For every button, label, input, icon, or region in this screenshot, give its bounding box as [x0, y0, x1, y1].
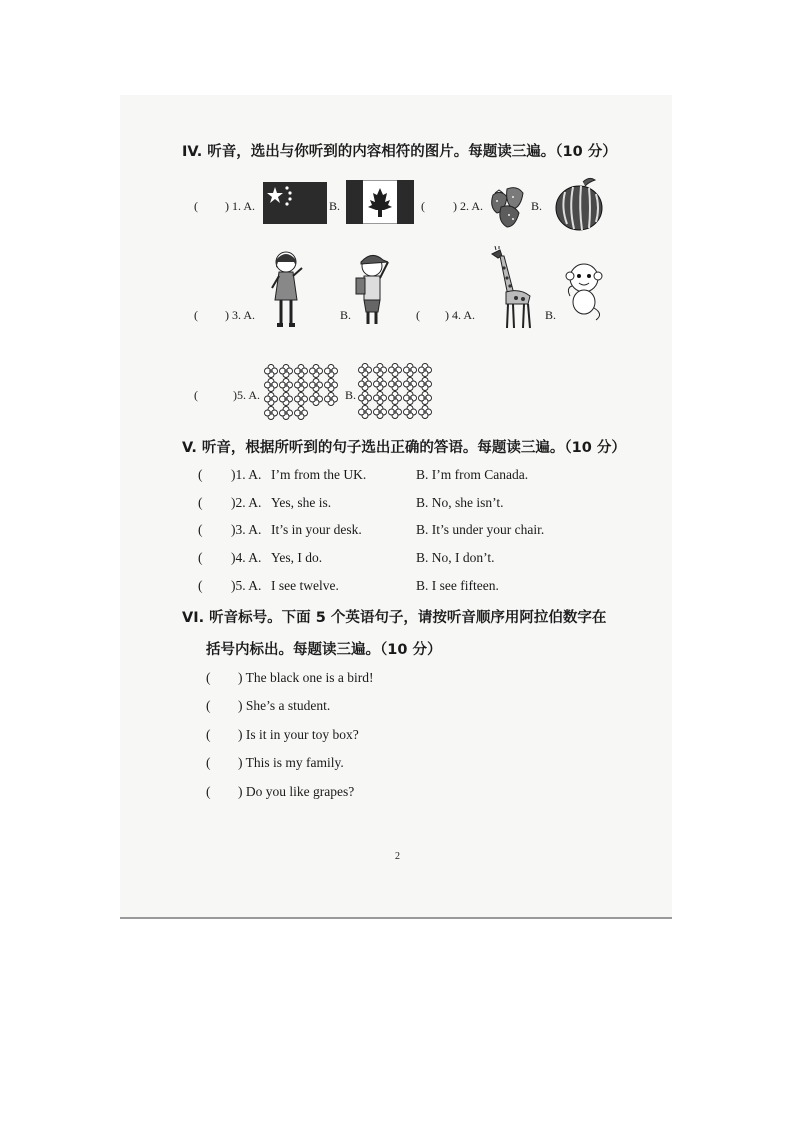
q6-4-paren: ( — [206, 755, 211, 770]
flower-icon — [294, 363, 308, 377]
flower-icon — [418, 390, 432, 404]
flower-icon — [264, 405, 278, 419]
flower-icon — [358, 362, 372, 376]
flower-icon — [279, 377, 293, 391]
section-6-title-line1: VI. 听音标号。下面 5 个英语句子，请按听音顺序用阿拉伯数字在 — [182, 610, 607, 626]
china-flag-icon — [263, 182, 327, 224]
monkey-icon — [564, 262, 604, 322]
q6-2-text: ) She’s a student. — [238, 698, 331, 713]
flower-icon — [324, 363, 338, 377]
canada-flag-icon — [346, 180, 414, 224]
strawberry-icon — [487, 185, 531, 229]
q5-1-paren: ( — [198, 467, 203, 482]
flower-icon — [418, 404, 432, 418]
flower-icon — [373, 390, 387, 404]
flower-icon — [403, 404, 417, 418]
flower-icon — [309, 363, 323, 377]
q5-4-number: )4. A. — [231, 550, 262, 565]
flower-icon — [279, 391, 293, 405]
q6-1-text: ) The black one is a bird! — [238, 670, 374, 685]
q4-1-paren: ( — [194, 199, 198, 213]
q4-4-paren: ( — [416, 308, 420, 322]
section-6-title-line2: 括号内标出。每题读三遍。（10 分） — [206, 642, 442, 658]
flower-icon — [324, 391, 338, 405]
flower-icon — [388, 404, 402, 418]
q5-2-option-b: B. No, she isn’t. — [416, 495, 504, 510]
q5-2-paren: ( — [198, 495, 203, 510]
flower-icon — [403, 362, 417, 376]
flower-icon — [324, 377, 338, 391]
q5-5-option-b: B. I see fifteen. — [416, 578, 499, 593]
flower-icon — [418, 376, 432, 390]
q5-2-number: )2. A. — [231, 495, 262, 510]
q5-3-option-a: It’s in your desk. — [271, 522, 362, 537]
q4-4-b-label: B. — [545, 308, 557, 322]
q5-4-paren: ( — [198, 550, 203, 565]
flower-icon — [403, 390, 417, 404]
q4-1-b-label: B. — [329, 199, 341, 213]
q4-5-number: )5. A. — [233, 388, 260, 402]
q4-5-paren: ( — [194, 388, 198, 402]
paper-edge — [120, 917, 672, 919]
flower-icon — [309, 391, 323, 405]
q6-4-text: ) This is my family. — [238, 755, 344, 770]
flower-icon — [388, 390, 402, 404]
flower-icon — [418, 362, 432, 376]
q5-5-option-a: I see twelve. — [271, 578, 339, 593]
q5-1-number: )1. A. — [231, 467, 262, 482]
giraffe-icon — [488, 246, 536, 330]
q5-3-paren: ( — [198, 522, 203, 537]
flowers-icon — [358, 362, 438, 416]
q6-3-text: ) Is it in your toy box? — [238, 727, 359, 742]
watermelon-icon — [553, 176, 605, 232]
q4-2-b-label: B. — [531, 199, 543, 213]
q4-3-number: ) 3. A. — [225, 308, 255, 322]
flower-icon — [403, 376, 417, 390]
flower-icon — [309, 377, 323, 391]
flower-icon — [388, 376, 402, 390]
flower-icon — [373, 376, 387, 390]
flower-icon — [264, 391, 278, 405]
flower-icon — [279, 405, 293, 419]
q4-2-paren: ( — [421, 199, 425, 213]
q5-5-paren: ( — [198, 578, 203, 593]
flower-icon — [264, 363, 278, 377]
q5-4-option-b: B. No, I don’t. — [416, 550, 495, 565]
flower-icon — [373, 404, 387, 418]
flower-icon — [294, 405, 308, 419]
q5-3-option-b: B. It’s under your chair. — [416, 522, 545, 537]
flowers-icon — [264, 363, 342, 417]
q4-2-number: ) 2. A. — [453, 199, 483, 213]
q4-3-b-label: B. — [340, 308, 352, 322]
flower-icon — [294, 377, 308, 391]
q6-3-paren: ( — [206, 727, 211, 742]
flower-icon — [358, 376, 372, 390]
q5-4-option-a: Yes, I do. — [271, 550, 323, 565]
q5-2-option-a: Yes, she is. — [271, 495, 332, 510]
girl-icon — [266, 248, 310, 330]
section-5-title: V. 听音，根据所听到的句子选出正确的答语。每题读三遍。（10 分） — [182, 440, 626, 456]
flower-icon — [388, 362, 402, 376]
q5-1-option-b: B. I’m from Canada. — [416, 467, 529, 482]
q5-3-number: )3. A. — [231, 522, 262, 537]
q5-1-option-a: I’m from the UK. — [271, 467, 367, 482]
q6-1-paren: ( — [206, 670, 211, 685]
q4-4-number: ) 4. A. — [445, 308, 475, 322]
q6-2-paren: ( — [206, 698, 211, 713]
q5-5-number: )5. A. — [231, 578, 262, 593]
boy-icon — [352, 248, 396, 330]
flower-icon — [358, 404, 372, 418]
q6-5-paren: ( — [206, 784, 211, 799]
page-number: 2 — [395, 851, 400, 862]
flower-icon — [279, 363, 293, 377]
q4-1-number: ) 1. A. — [225, 199, 255, 213]
flower-icon — [264, 377, 278, 391]
q4-3-paren: ( — [194, 308, 198, 322]
q4-5-b-label: B. — [345, 388, 357, 402]
flower-icon — [373, 362, 387, 376]
q6-5-text: ) Do you like grapes? — [238, 784, 355, 799]
section-4-title: IV. 听音，选出与你听到的内容相符的图片。每题读三遍。（10 分） — [182, 144, 617, 160]
flower-icon — [294, 391, 308, 405]
flower-icon — [358, 390, 372, 404]
